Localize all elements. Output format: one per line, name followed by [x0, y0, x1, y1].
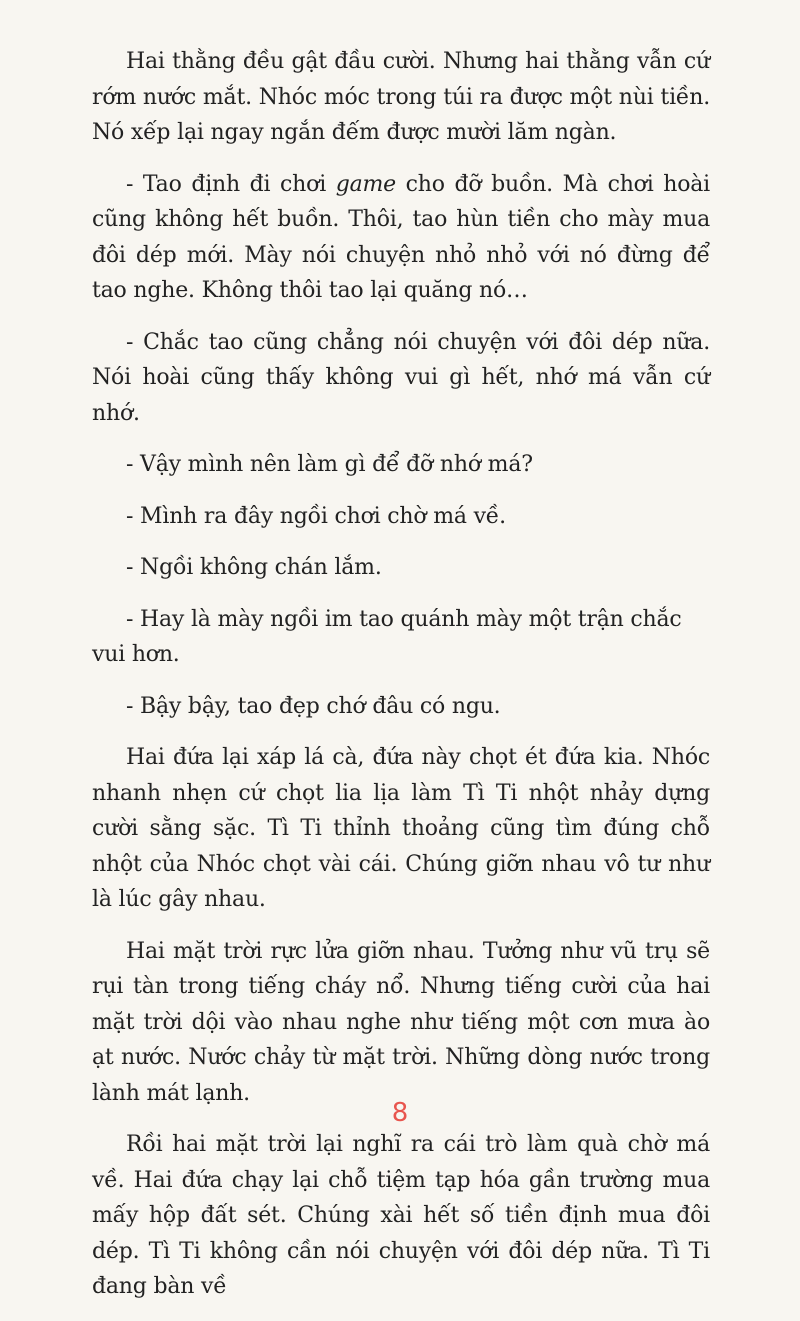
page-number: 8 [391, 1098, 409, 1128]
paragraph-9: Hai đứa lại xáp lá cà, đứa này chọt ét đứa kia. Nhóc nhanh nhẹn cứ chọt lia lịa làm Tì Ti nhột nhảy dựng cười sằng sặc. Tì Ti thỉnh thoảng cũng tìm đúng chỗ nhột của Nhóc chọt vài cái. Chúng giỡn nhau vô tư như là lúc gây nhau. [92, 745, 710, 912]
paragraph-2-dialogue [92, 167, 710, 309]
paragraph-2-emphasis-word: game [335, 171, 396, 197]
paragraph-1: Hai thằng đều gật đầu cười. Nhưng hai thằng vẫn cứ rớm nước mắt. Nhóc móc trong túi ra được một nùi tiền. Nó xếp lại ngay ngắn đếm được mười lăm ngàn. [92, 49, 710, 145]
paragraph-5-dialogue: - Mình ra đây ngồi chơi chờ má về. [126, 503, 506, 529]
page-body-text [92, 44, 710, 1321]
paragraph-10: Hai mặt trời rực lửa giỡn nhau. Tưởng như vũ trụ sẽ rụi tàn trong tiếng cháy nổ. Nhưng tiếng cười của hai mặt trời dội vào nhau nghe như tiếng một cơn mưa ào ạt nước. Nước chảy từ mặt trời. Những dòng nước trong lành mát lạnh. [92, 938, 710, 1106]
paragraph-8-dialogue: - Bậy bậy, tao đẹp chớ đâu có ngu. [126, 693, 501, 719]
paragraph-11: Rồi hai mặt trời lại nghĩ ra cái trò làm quà chờ má về. Hai đứa chạy lại chỗ tiệm tạp hóa gần trường mua mấy hộp đất sét. Chúng xài hết số tiền định mua đôi dép. Tì Ti không cần nói chuyện với đôi dép nữa. Tì Ti đang bàn về [92, 1132, 710, 1299]
paragraph-7-dialogue: - Hay là mày ngồi im tao quánh mày một trận chắc vui hơn. [92, 606, 682, 667]
paragraph-4-dialogue: - Vậy mình nên làm gì để đỡ nhớ má? [126, 452, 533, 477]
paragraph-2-text-after: cho đỡ buồn. Mà chơi hoài cũng không hết buồn. Thôi, tao hùn tiền cho mày mua đôi dép mới. Mày nói chuyện nhỏ nhỏ với nó đừng để tao nghe. Không thôi tao lại quăng nó… [92, 171, 710, 303]
paragraph-2-text-before: - Tao định đi chơi [126, 171, 336, 197]
paragraph-6-dialogue: - Ngồi không chán lắm. [126, 555, 382, 580]
paragraph-3-dialogue: - Chắc tao cũng chẳng nói chuyện với đôi dép nữa. Nói hoài cũng thấy không vui gì hết, nhớ má vẫn cứ nhớ. [92, 329, 710, 426]
